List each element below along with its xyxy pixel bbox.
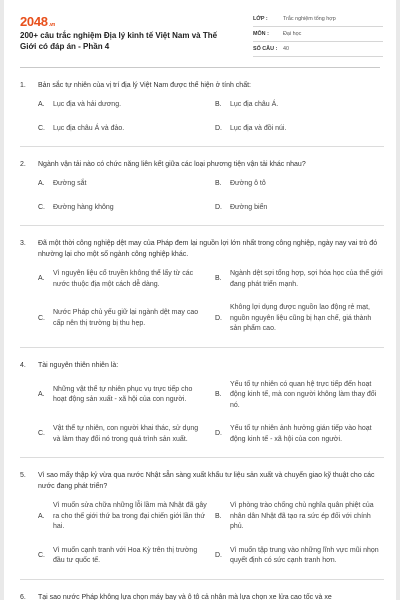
logo-text: 2048 (20, 14, 48, 29)
answer-options (20, 269, 384, 335)
answer-letter: D. (215, 203, 222, 211)
answer-text: Vì muốn sửa chữa những lỗi lầm mà Nhật đã gây ra cho thế giới thứ ba trong đại chiến giới lần thứ hai. (53, 502, 207, 530)
answer-option[interactable] (215, 380, 384, 412)
answer-option[interactable] (215, 179, 384, 190)
answer-text: Vật thể tự nhiên, con người khai thác, sử dụng và làm thay đổi nó trong quá trình sản xuất. (53, 425, 199, 443)
answer-text: Vì muốn tập trung vào những lĩnh vực mũi nhọn quyết định có sức cạnh tranh hơn. (230, 546, 379, 564)
answer-letter: C. (38, 124, 45, 132)
answer-letter: B. (215, 391, 222, 398)
answer-option[interactable] (215, 501, 384, 533)
question-body: Đã một thời công nghiệp dệt may của Pháp đem lại nguồn lợi lớn nhất trong công nghiệp, ngày nay vai trò đó nhường lại cho một số ngành công nghiệp khác. (38, 240, 378, 258)
answer-text: Nước Pháp chủ yếu giữ lại ngành dệt may cao cấp nên thị trường bị thu hẹp. (53, 309, 199, 327)
answer-letter: D. (215, 314, 222, 322)
question-separator (20, 579, 384, 580)
answer-options (20, 501, 384, 567)
answer-text: Lục địa châu Á. (230, 101, 279, 108)
answer-letter: D. (215, 430, 222, 438)
question-item (20, 159, 384, 213)
question-body: Ngành vận tải nào có chức năng liên kết giữa các loại phương tiện vận tải khác nhau? (38, 161, 306, 168)
answer-text: Ngành dệt sợi tổng hợp, sợi hóa học của thế giới đang phát triển mạnh. (230, 270, 383, 288)
question-number: 2. (20, 161, 26, 168)
answer-text: Đường biển (230, 203, 268, 211)
site-logo[interactable] (20, 14, 55, 29)
question-item (20, 592, 384, 600)
logo-suffix: .vn (48, 22, 56, 28)
answer-options (20, 380, 384, 446)
question-item (20, 360, 384, 446)
answer-letter: A. (38, 275, 45, 283)
answer-option[interactable] (215, 100, 384, 111)
answer-text: Vì phòng trào chống chủ nghĩa quân phiệt của nhân dân Nhật đã tạo ra sức ép đối với chính phủ. (230, 502, 374, 530)
meta-key: SỐ CÂU : (253, 46, 278, 52)
answer-option[interactable] (215, 546, 384, 567)
answer-options (20, 179, 384, 213)
answer-option[interactable] (38, 100, 207, 111)
answer-text: Lục địa và đồi núi. (230, 124, 287, 132)
document-page (4, 0, 396, 600)
answer-text: Những vật thể tự nhiên phục vụ trực tiếp cho hoạt động sản xuất - xã hội của con người. (53, 385, 193, 404)
question-number: 6. (20, 593, 26, 600)
meta-row-class (253, 12, 383, 27)
question-item (20, 80, 384, 134)
question-body: Tại sao nước Pháp không lựa chọn máy bay và ô tô cả nhân mà lựa chọn xe lửa cao tốc và xe (38, 593, 332, 600)
answer-letter: C. (38, 203, 45, 211)
answer-letter: B. (215, 180, 222, 187)
answer-text: Lục địa và hải dương. (53, 101, 122, 108)
question-separator (20, 146, 384, 147)
answer-option[interactable] (215, 203, 384, 214)
answer-text: Vì nguyên liệu cổ truyền không thể lấy từ các nước thuộc địa một cách dễ dàng. (53, 270, 194, 288)
question-number: 4. (20, 361, 26, 369)
answer-option[interactable] (215, 424, 384, 445)
answer-text: Không lợi dụng được nguồn lao động rẻ mạt, nguồn nguyên liệu cũng bị hạn chế, giá thành sản phẩm cao. (230, 304, 372, 332)
meta-key: MÔN : (253, 31, 269, 37)
document-header (4, 0, 396, 62)
answer-letter: C. (38, 430, 45, 438)
answer-option[interactable] (38, 179, 207, 190)
answer-option[interactable] (38, 380, 207, 412)
answer-option[interactable] (38, 124, 207, 135)
answer-text: Đường hàng không (53, 203, 114, 211)
question-item (20, 238, 384, 335)
meta-value: Trắc nghiệm tổng hợp (283, 16, 336, 22)
question-text (20, 470, 384, 501)
question-text (20, 592, 384, 600)
answer-options (20, 100, 384, 134)
answer-option[interactable] (38, 203, 207, 214)
meta-value: Đại học (283, 31, 302, 37)
answer-option[interactable] (215, 269, 384, 290)
answer-letter: A. (38, 180, 45, 187)
header-divider (20, 67, 380, 68)
answer-letter: A. (38, 101, 45, 108)
meta-value: 40 (283, 46, 289, 52)
question-separator (20, 347, 384, 348)
answer-letter: C. (38, 314, 45, 322)
question-text (20, 238, 384, 269)
answer-option[interactable] (38, 269, 207, 290)
question-body: Bản sắc tự nhiên của vị trí địa lý Việt Nam được thể hiện ở tính chất: (38, 82, 251, 89)
meta-row-subject (253, 27, 383, 42)
question-separator (20, 225, 384, 226)
answer-option[interactable] (38, 303, 207, 335)
answer-letter: D. (215, 551, 222, 559)
answer-letter: D. (215, 124, 222, 132)
answer-letter: C. (38, 551, 45, 559)
question-text (20, 360, 384, 380)
answer-letter: A. (38, 391, 45, 398)
answer-letter: B. (215, 512, 222, 520)
meta-key: LỚP : (253, 16, 268, 22)
question-item (20, 470, 384, 567)
question-number: 5. (20, 472, 26, 479)
answer-option[interactable] (38, 546, 207, 567)
question-text (20, 159, 384, 179)
answer-text: Đường sắt (53, 180, 87, 187)
question-body: Tài nguyên thiên nhiên là: (38, 361, 119, 369)
answer-letter: B. (215, 275, 222, 283)
answer-option[interactable] (38, 501, 207, 533)
answer-option[interactable] (215, 303, 384, 335)
question-list (20, 80, 384, 600)
question-number: 3. (20, 240, 26, 247)
answer-text: Vì muốn cạnh tranh với Hoa Kỳ trên thị trường đầu tư quốc tế. (53, 546, 198, 564)
answer-option[interactable] (38, 424, 207, 445)
document-title: 200+ câu trắc nghiệm Địa lý kinh tế Việt Nam và Thế Giới có đáp án - Phần 4 (20, 31, 218, 51)
answer-text: Đường ô tô (230, 180, 266, 187)
question-number: 1. (20, 82, 26, 89)
answer-letter: B. (215, 101, 222, 108)
meta-row-count (253, 42, 383, 57)
question-text (20, 80, 384, 100)
answer-text: Lục địa châu Á và đảo. (53, 124, 125, 132)
answer-option[interactable] (215, 124, 384, 135)
answer-text: Yếu tố tự nhiên có quan hệ trực tiếp đến hoạt động kinh tế, mà con người không làm thay đổi nó. (230, 380, 377, 409)
question-separator (20, 457, 384, 458)
meta-table (253, 12, 383, 57)
question-body: Vì sao mấy thập kỷ vừa qua nước Nhật sẵn sàng xuất khẩu tư liệu sản xuất và chuyển giao kỹ thuật cho các nước đang phát triển? (38, 472, 375, 490)
answer-letter: A. (38, 512, 45, 520)
answer-text: Yếu tố tự nhiên ảnh hưởng gián tiếp vào hoạt động kinh tế - xã hội của con người. (230, 425, 372, 443)
